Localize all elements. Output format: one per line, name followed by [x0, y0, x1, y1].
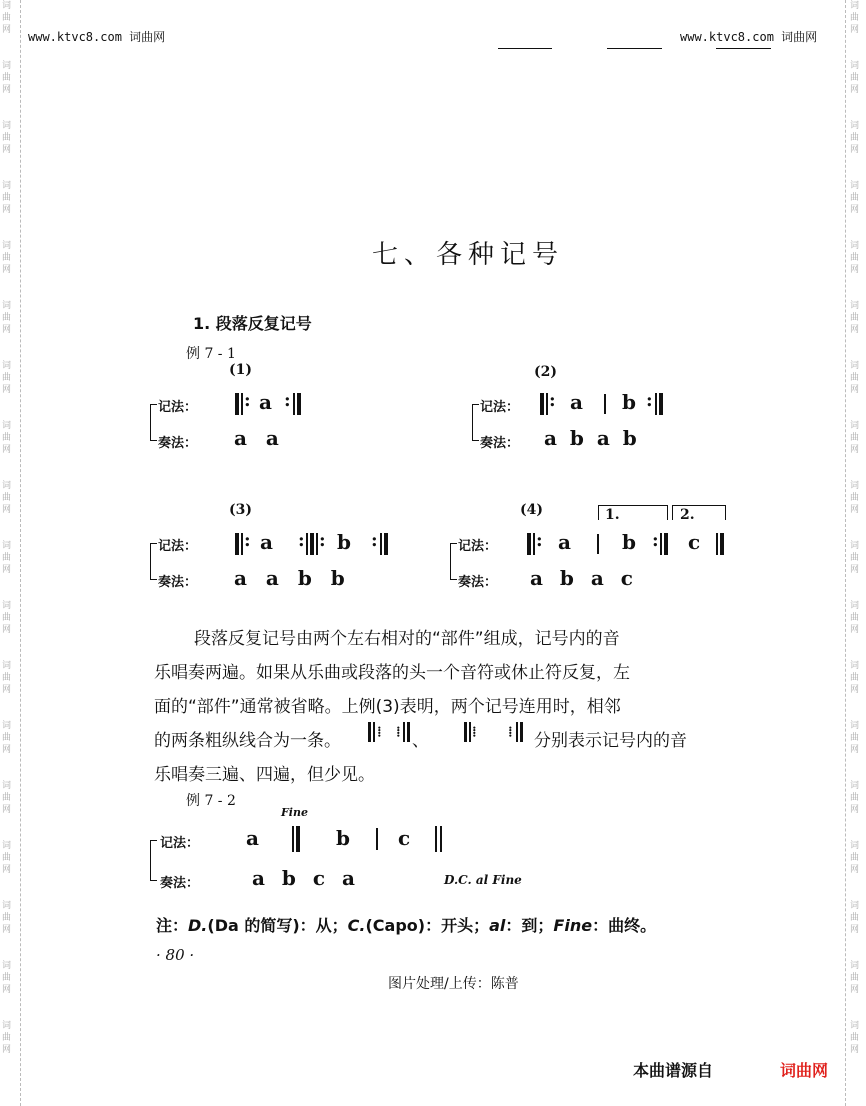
thin-barline [440, 826, 442, 852]
volta-2-label: 2. [680, 507, 695, 523]
page-number: · 80 · [156, 946, 195, 964]
watermark-char: 曲 [850, 673, 860, 683]
thin-barline [533, 533, 535, 555]
watermark-char: 曲 [850, 133, 860, 143]
watermark-char: 词 [850, 601, 860, 611]
play-label: 奏法： [458, 575, 498, 590]
watermark-char: 网 [2, 145, 12, 155]
watermark-char: 词 [2, 481, 12, 491]
thick-barline [464, 722, 467, 742]
watermark-char: 词 [850, 301, 860, 311]
watermark-char: 曲 [2, 13, 12, 23]
thick-barline [540, 393, 544, 415]
footnote-gloss: (Da 的简写)：从； [207, 916, 348, 935]
volta-1-label: 1. [605, 507, 620, 523]
thin-barline [546, 393, 548, 415]
watermark-char: 曲 [2, 853, 12, 863]
footnote-term: Fine [553, 916, 593, 935]
thin-barline [435, 826, 437, 852]
watermark-char: 词 [850, 661, 860, 671]
watermark-char: 网 [2, 85, 12, 95]
thin-barline [373, 722, 375, 742]
notation-section: a [558, 530, 571, 554]
watermark-char: 曲 [2, 553, 12, 563]
watermark-char: 网 [850, 325, 860, 335]
notation-section: a [260, 530, 273, 554]
page-title: 七、各种记号 [372, 240, 565, 270]
left-watermark-column [2, 0, 16, 1106]
example-label: 例 7 - 1 [186, 346, 236, 362]
watermark-char: 网 [850, 205, 860, 215]
paragraph-line: 的两条粗纵线合为一条。 [154, 731, 341, 751]
watermark-char: 词 [2, 1, 12, 11]
watermark-char: 词 [850, 181, 860, 191]
brace [472, 422, 479, 441]
watermark-char: 曲 [2, 73, 12, 83]
footnote [156, 913, 656, 936]
paragraph-line: 乐唱奏三遍、四遍，但少见。 [154, 765, 375, 785]
notation-section: c [688, 530, 701, 554]
watermark-char: 词 [850, 1, 860, 11]
thin-barline [380, 533, 382, 555]
watermark-char: 网 [2, 745, 12, 755]
header-site-right[interactable]: www.ktvc8.com 词曲网 [680, 30, 818, 44]
watermark-char: 词 [850, 541, 860, 551]
watermark-char: 词 [850, 1021, 860, 1031]
header-rule [498, 48, 552, 49]
watermark-char: 网 [2, 25, 12, 35]
watermark-char: 曲 [850, 733, 860, 743]
thick-barline [659, 393, 663, 415]
watermark-char: 词 [850, 481, 860, 491]
watermark-char: 网 [850, 985, 860, 995]
watermark-char: 曲 [2, 253, 12, 263]
watermark-char: 网 [850, 1045, 860, 1055]
watermark-char: 词 [2, 961, 12, 971]
right-watermark-column [850, 0, 864, 1106]
watermark-char: 曲 [850, 553, 860, 563]
watermark-char: 曲 [2, 433, 12, 443]
notation-label: 记法： [480, 400, 520, 415]
watermark-char: 曲 [850, 853, 860, 863]
watermark-char: 网 [2, 1045, 12, 1055]
thick-barline [384, 533, 388, 555]
watermark-char: 曲 [850, 613, 860, 623]
watermark-char: 词 [2, 241, 12, 251]
watermark-char: 网 [2, 565, 12, 575]
watermark-char: 词 [2, 1021, 12, 1031]
thick-barline [296, 826, 300, 852]
watermark-char: 词 [2, 181, 12, 191]
watermark-char: 曲 [850, 793, 860, 803]
thin-barline [516, 722, 518, 742]
play-label: 奏法： [480, 436, 520, 451]
watermark-char: 网 [850, 625, 860, 635]
watermark-char: 网 [850, 925, 860, 935]
source-label: 本曲谱源自 [633, 1061, 714, 1080]
thick-barline [720, 533, 724, 555]
footnote-gloss: (Capo)：开头； [365, 916, 490, 935]
watermark-char: 曲 [2, 313, 12, 323]
paragraph-separator: 、 [412, 731, 429, 751]
fine-marking: Fine [281, 806, 308, 819]
brace [150, 422, 157, 441]
thick-barline [235, 533, 239, 555]
thin-barline [403, 722, 405, 742]
watermark-char: 网 [2, 685, 12, 695]
barline [597, 534, 599, 554]
footnote-prefix: 注： [156, 916, 189, 935]
watermark-char: 网 [2, 865, 12, 875]
thin-barline [292, 826, 294, 852]
thin-barline [316, 533, 318, 555]
watermark-char: 曲 [2, 733, 12, 743]
thin-barline [241, 533, 243, 555]
watermark-char: 曲 [2, 373, 12, 383]
watermark-char: 词 [850, 841, 860, 851]
footnote-gloss: ：到； [505, 916, 554, 935]
watermark-char: 词 [850, 721, 860, 731]
watermark-char: 曲 [850, 313, 860, 323]
watermark-char: 网 [2, 265, 12, 275]
example-number: (3) [229, 502, 252, 518]
watermark-char: 网 [2, 985, 12, 995]
thick-barline [368, 722, 371, 742]
watermark-char: 曲 [2, 613, 12, 623]
footnote-term: D. [188, 916, 208, 935]
brace [150, 561, 157, 580]
thin-barline [660, 533, 662, 555]
paragraph-line: 段落反复记号由两个左右相对的“部件”组成，记号内的音 [194, 629, 620, 649]
watermark-char: 词 [850, 421, 860, 431]
watermark-char: 曲 [2, 493, 12, 503]
thick-barline [520, 722, 523, 742]
paragraph-line: 乐唱奏两遍。如果从乐曲或段落的头一个音符或休止符反复，左 [154, 663, 630, 683]
thin-barline [716, 533, 718, 555]
example-number: (2) [534, 364, 557, 380]
watermark-char: 网 [2, 925, 12, 935]
left-margin-line [20, 0, 21, 1106]
brace [150, 860, 157, 881]
watermark-char: 曲 [850, 13, 860, 23]
thin-barline [469, 722, 471, 742]
watermark-char: 网 [850, 85, 860, 95]
notation-label: 记法： [458, 539, 498, 554]
watermark-char: 词 [850, 361, 860, 371]
right-margin-line [845, 0, 846, 1106]
watermark-char: 词 [2, 601, 12, 611]
brace [472, 404, 479, 423]
watermark-char: 网 [850, 745, 860, 755]
watermark-char: 词 [2, 121, 12, 131]
thick-barline [235, 393, 239, 415]
watermark-char: 词 [2, 901, 12, 911]
watermark-char: 曲 [850, 193, 860, 203]
watermark-char: 词 [2, 361, 12, 371]
watermark-char: 网 [850, 805, 860, 815]
watermark-char: 词 [2, 781, 12, 791]
paragraph-line: 分别表示记号内的音 [534, 731, 687, 751]
brace [150, 404, 157, 423]
watermark-char: 词 [2, 301, 12, 311]
thick-barline [664, 533, 668, 555]
play-label: 奏法： [158, 575, 198, 590]
notation-section: a [246, 826, 259, 850]
header-rule [607, 48, 662, 49]
notation-section: b [337, 530, 351, 554]
watermark-char: 词 [850, 61, 860, 71]
watermark-char: 网 [850, 685, 860, 695]
upload-credit: 图片处理/上传：陈普 [388, 976, 519, 992]
watermark-char: 曲 [2, 1033, 12, 1043]
watermark-char: 词 [850, 781, 860, 791]
thick-barline [407, 722, 410, 742]
brace [150, 840, 157, 861]
brace [450, 561, 457, 580]
watermark-char: 词 [850, 901, 860, 911]
thick-barline [527, 533, 531, 555]
watermark-char: 词 [850, 121, 860, 131]
watermark-char: 网 [850, 265, 860, 275]
example-number: (1) [229, 362, 252, 378]
notation-label: 记法： [158, 539, 198, 554]
notation-section: c [398, 826, 411, 850]
watermark-char: 网 [850, 445, 860, 455]
watermark-char: 网 [2, 385, 12, 395]
notation-section: b [622, 530, 636, 554]
watermark-char: 网 [2, 205, 12, 215]
barline [604, 394, 606, 414]
thin-barline [241, 393, 243, 415]
play-sequence: a b a c [530, 566, 638, 590]
notation-section: b [336, 826, 350, 850]
notation-section: a [570, 390, 583, 414]
watermark-char: 词 [850, 241, 860, 251]
watermark-char: 词 [2, 421, 12, 431]
watermark-char: 曲 [2, 133, 12, 143]
thick-barline [297, 393, 301, 415]
watermark-char: 词 [2, 61, 12, 71]
watermark-char: 网 [2, 325, 12, 335]
play-sequence: a b c a [252, 866, 360, 890]
watermark-char: 曲 [850, 253, 860, 263]
barline [376, 828, 378, 850]
watermark-char: 曲 [850, 1033, 860, 1043]
watermark-char: 网 [850, 865, 860, 875]
source-site-link[interactable]: 词曲网 [780, 1061, 829, 1080]
example-number: (4) [520, 502, 543, 518]
dc-al-fine-marking: D.C. al Fine [444, 873, 522, 887]
header-site-left[interactable]: www.ktvc8.com 词曲网 [28, 30, 166, 44]
watermark-char: 曲 [2, 793, 12, 803]
watermark-char: 曲 [2, 913, 12, 923]
notation-label: 记法： [160, 836, 200, 851]
example-label: 例 7 - 2 [186, 793, 236, 809]
section-heading: 1. 段落反复记号 [193, 314, 312, 333]
notation-section: b [622, 390, 636, 414]
watermark-char: 曲 [850, 973, 860, 983]
header-rule [716, 48, 771, 49]
footnote-term: al [489, 916, 506, 935]
watermark-char: 网 [850, 25, 860, 35]
play-sequence: a a b b [234, 566, 351, 590]
thin-barline [655, 393, 657, 415]
watermark-char: 曲 [850, 913, 860, 923]
watermark-char: 词 [2, 721, 12, 731]
watermark-char: 网 [850, 385, 860, 395]
watermark-char: 网 [850, 505, 860, 515]
watermark-char: 曲 [2, 973, 12, 983]
watermark-char: 网 [2, 805, 12, 815]
footnote-term: C. [347, 916, 366, 935]
watermark-char: 词 [2, 661, 12, 671]
watermark-char: 曲 [850, 493, 860, 503]
watermark-char: 网 [2, 505, 12, 515]
brace [450, 543, 457, 562]
notation-section: a [259, 390, 272, 414]
thin-barline [293, 393, 295, 415]
play-sequence: a a [234, 426, 285, 450]
play-sequence: a b a b [544, 426, 640, 450]
watermark-char: 词 [850, 961, 860, 971]
watermark-char: 曲 [2, 193, 12, 203]
watermark-char: 网 [850, 565, 860, 575]
watermark-char: 曲 [850, 373, 860, 383]
watermark-char: 曲 [850, 433, 860, 443]
watermark-char: 网 [2, 625, 12, 635]
watermark-char: 曲 [850, 73, 860, 83]
paragraph-line: 面的“部件”通常被省略。上例(3)表明，两个记号连用时，相邻 [154, 697, 621, 717]
play-label: 奏法： [160, 876, 200, 891]
thick-barline [310, 533, 314, 555]
play-label: 奏法： [158, 436, 198, 451]
thin-barline [306, 533, 308, 555]
watermark-char: 网 [2, 445, 12, 455]
brace [150, 543, 157, 562]
footnote-gloss: ：曲终。 [592, 916, 657, 935]
notation-label: 记法： [158, 400, 198, 415]
watermark-char: 网 [850, 145, 860, 155]
watermark-char: 曲 [2, 673, 12, 683]
watermark-char: 词 [2, 541, 12, 551]
watermark-char: 词 [2, 841, 12, 851]
